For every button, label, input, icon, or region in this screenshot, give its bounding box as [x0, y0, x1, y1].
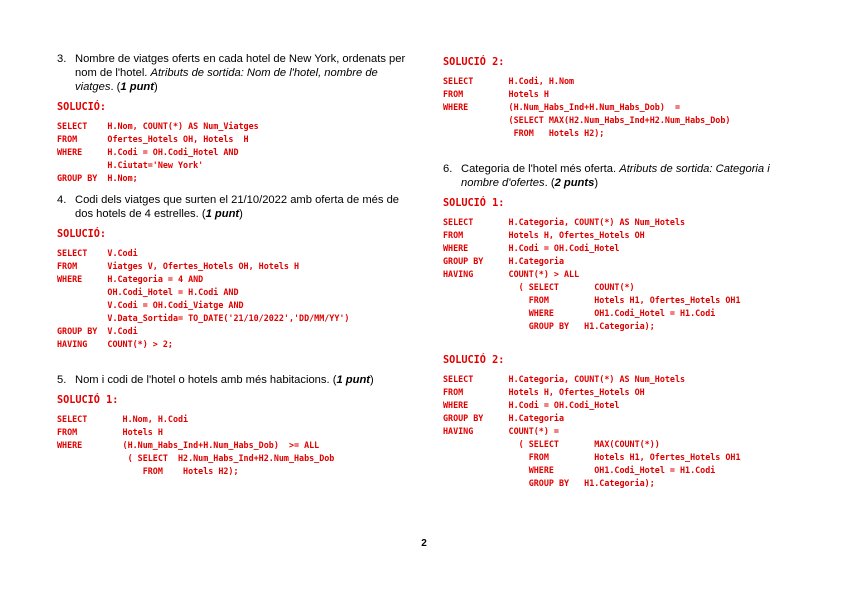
- question-points: 1 punt: [205, 208, 240, 220]
- question-points: 2 punts: [554, 177, 595, 189]
- question-3: [57, 52, 412, 94]
- question-number: 4.: [57, 194, 67, 206]
- question-points: 1 punt: [120, 81, 154, 93]
- question-paren: ): [239, 208, 243, 220]
- sql-code-block: SELECT H.Categoria, COUNT(*) AS Num_Hotels FROM Hotels H, Ofertes_Hotels OH WHERE H.Codi = OH.Codi_Hotel GROUP BY H.Categoria HAVING COUNT(*) = ( SELECT MAX(COUNT(*)) FROM Hotels H1, Ofertes_Hotels OH1 WHERE OH1.Codi_Hotel = H1.Codi GROUP BY H1.Categoria);: [443, 374, 741, 488]
- question-paren: . (: [544, 177, 555, 189]
- left-column: [57, 52, 412, 478]
- question-number: 6.: [443, 163, 453, 175]
- question-number: 3.: [57, 53, 67, 65]
- question-text: Codi dels viatges que surten el 21/10/2022 amb oferta de més de dos hotels de 4 estrelles. (: [75, 194, 400, 220]
- right-column: [443, 52, 803, 490]
- question-5: [57, 373, 412, 387]
- solution-label: SOLUCIÓ:: [57, 229, 107, 240]
- question-paren: ): [370, 374, 374, 386]
- sql-code-block: SELECT H.Categoria, COUNT(*) AS Num_Hotels FROM Hotels H, Ofertes_Hotels OH WHERE H.Codi = OH.Codi_Hotel GROUP BY H.Categoria HAVING COUNT(*) > ALL ( SELECT COUNT(*) FROM Hotels H1, Ofertes_Hotels OH1 WHERE OH1.Codi_Hotel = H1.Codi GROUP BY H1.Categoria);: [443, 217, 741, 331]
- question-number: 5.: [57, 374, 67, 386]
- question-paren: ): [153, 81, 158, 93]
- question-text: Nombre de viatges oferts en cada hotel de New York, ordenats per nom de l'hotel.: [75, 53, 406, 79]
- sql-code-block: SELECT V.Codi FROM Viatges V, Ofertes_Hotels OH, Hotels H WHERE H.Categoria = 4 AND OH.Codi_Hotel = H.Codi AND V.Codi = OH.Codi_Viatge AND V.Data_Sortida= TO_DATE('21/10/2022','DD/MM/YY') GROUP BY V.Codi HAVING COUNT(*) > 2;: [57, 248, 350, 349]
- solution-label: SOLUCIÓ 2:: [443, 57, 505, 68]
- sql-code-block: SELECT H.Nom, H.Codi FROM Hotels H WHERE (H.Num_Habs_Ind+H.Num_Habs_Dob) >= ALL ( SELECT H2.Num_Habs_Ind+H2.Num_Habs_Dob FROM Hotels H2);: [57, 414, 335, 476]
- sql-code-block: SELECT H.Nom, COUNT(*) AS Num_Viatges FROM Ofertes_Hotels OH, Hotels H WHERE H.Codi = OH.Codi_Hotel AND H.Ciutat='New York' GROUP BY H.Nom;: [57, 121, 259, 183]
- question-output-attributes: Atributs de sortida: Nom de l'hotel, nombre de viatges: [75, 67, 378, 93]
- question-paren: . (: [110, 81, 121, 93]
- sql-code-block: SELECT H.Codi, H.Nom FROM Hotels H WHERE (H.Num_Habs_Ind+H.Num_Habs_Dob) = (SELECT MAX(H2.Num_Habs_Ind+H2.Num_Habs_Dob) FROM Hotels H2);: [443, 76, 731, 138]
- page-number: 2: [421, 538, 427, 549]
- question-paren: ): [594, 177, 599, 189]
- question-output-attributes: Atributs de sortida: Categoria i nombre d'ofertes: [461, 163, 770, 189]
- question-4: [57, 193, 412, 221]
- solution-label: SOLUCIÓ:: [57, 102, 107, 113]
- question-points: 1 punt: [336, 374, 371, 386]
- solution-label: SOLUCIÓ 1:: [57, 395, 119, 406]
- question-text: Categoria de l'hotel més oferta.: [461, 163, 620, 175]
- solution-label: SOLUCIÓ 1:: [443, 198, 505, 209]
- question-6: [443, 162, 803, 190]
- question-text: Nom i codi de l'hotel o hotels amb més habitacions. (: [75, 374, 337, 386]
- solution-label: SOLUCIÓ 2:: [443, 355, 505, 366]
